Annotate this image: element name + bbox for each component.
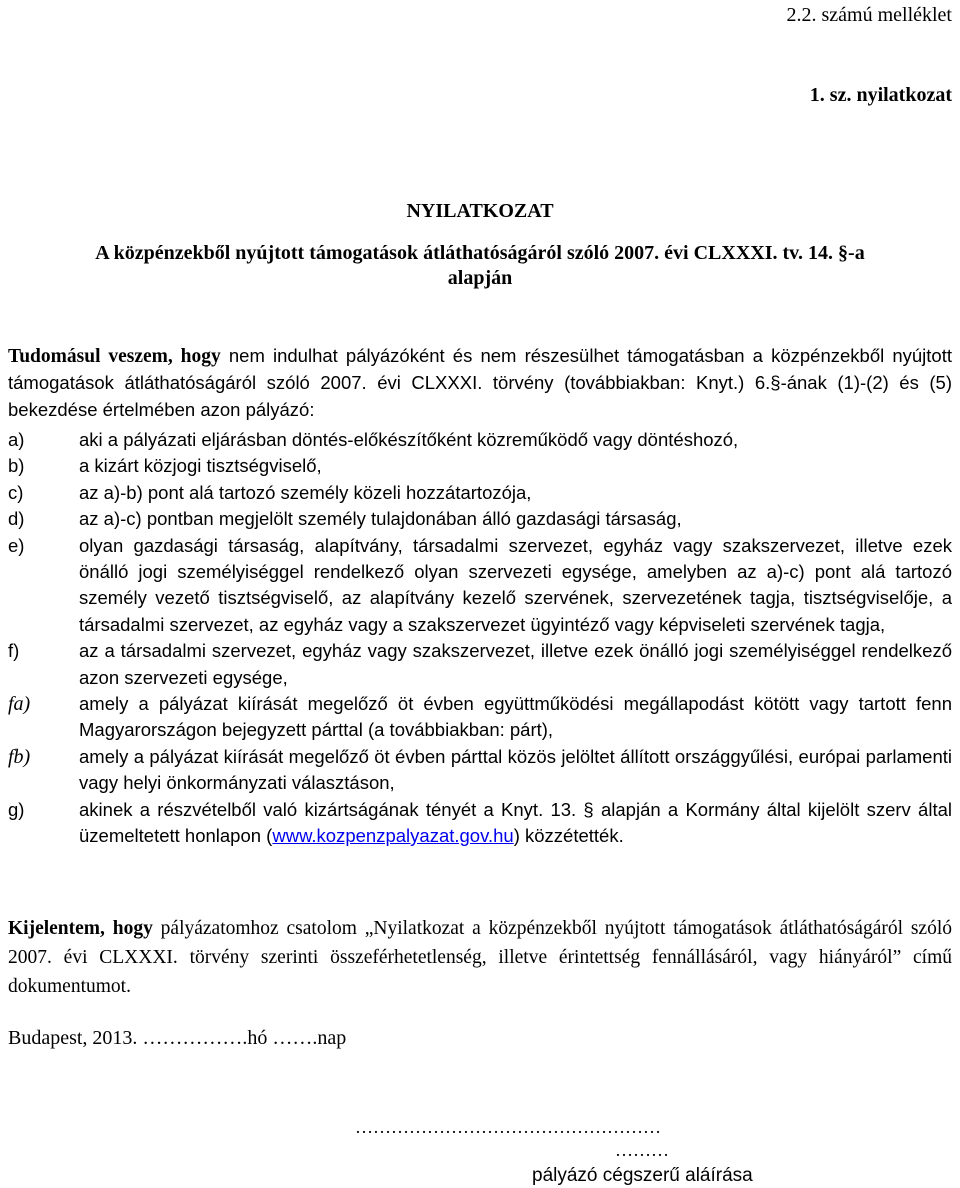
place-date-line: Budapest, 2013. …………….hó …….nap: [8, 1027, 347, 1049]
document-subtitle: A közpénzekből nyújtott támogatások átláthatóságáról szóló 2007. évi CLXXXI. tv. 14. §-a: [95, 242, 865, 264]
list-marker: b): [8, 455, 25, 477]
list-marker: a): [8, 429, 25, 450]
list-item: [8, 533, 952, 639]
list-item-text: az a társadalmi szervezet, egyház vagy szakszervezet, illetve ezek önálló jogi személyiséggel rendelkező azon szervezeti egysége,: [79, 640, 952, 688]
list-item-text-after: ) közzétették.: [513, 825, 624, 847]
list-item: [8, 744, 952, 797]
declaration-number: 1. sz. nyilatkozat: [809, 84, 952, 106]
list-item: [8, 480, 952, 506]
declaration-bold-lead: Kijelentem, hogy: [8, 918, 153, 939]
intro-text: nem indulhat pályázóként és nem részesülhet támogatásban a közpénzekből nyújtott támogatások átláthatóságáról szóló 2007. évi CLXXXI. törvény (továbbiakban: Knyt.) 6.§-ának (1)-(2) és (5) bekezdése értelmében azon pályázó:: [8, 345, 952, 420]
list-item-text: az a)-b) pont alá tartozó személy közeli hozzátartozója,: [79, 481, 532, 503]
list-item-text: amely a pályázat kiírását megelőző öt évben párttal közös jelöltet állított országgyűlési, európai parlamenti vagy helyi önkormányzati választáson,: [79, 745, 952, 794]
list-item: [8, 506, 952, 532]
list-item: [8, 453, 952, 479]
declaration-paragraph: [8, 914, 952, 1001]
intro-bold-lead: Tudomásul veszem, hogy: [8, 346, 221, 367]
list-item-text-before: akinek a részvételből való kizártságának tényét a Knyt. 13. § alapján a Kormány által kijelölt szerv által üzemeltetett honlapon (: [79, 798, 952, 847]
list-marker: e): [8, 534, 25, 556]
list-marker: fb): [8, 745, 31, 768]
exclusion-list: [8, 427, 952, 850]
list-item-text: [79, 799, 952, 846]
list-item-text: amely a pályázat kiírását megelőző öt évben együttműködési megállapodást kötött vagy tartott fenn Magyarországon bejegyzett párttal (a továbbiakban: párt),: [79, 693, 952, 741]
list-marker: g): [8, 798, 25, 820]
list-item: [8, 638, 952, 691]
list-marker: fa): [8, 693, 31, 716]
annex-label: 2.2. számú melléklet: [786, 4, 952, 26]
list-item: [8, 427, 952, 453]
signature-line-continued: ………: [615, 1140, 669, 1160]
list-marker: f): [8, 640, 20, 662]
list-item-text: a kizárt közjogi tisztségviselő,: [79, 455, 322, 477]
document-title: NYILATKOZAT: [406, 200, 554, 222]
declaration-text: pályázatomhoz csatolom „Nyilatkozat a közpénzekből nyújtott támogatások átláthatóságáról szóló 2007. évi CLXXXI. törvény szerinti összeférhetetlenség, illetve érintettség fennállásáról, vagy hiányáról” című dokumentumot.: [8, 918, 953, 997]
list-item-text: az a)-c) pontban megjelölt személy tulajdonában álló gazdasági társaság,: [79, 508, 682, 530]
website-link[interactable]: www.kozpenzpalyazat.gov.hu: [272, 825, 514, 847]
signature-line: ……………………………………………: [355, 1117, 661, 1137]
intro-paragraph: [8, 343, 952, 423]
signature-caption: pályázó cégszerű aláírása: [532, 1165, 753, 1186]
list-item: [8, 691, 952, 744]
list-item-text: aki a pályázati eljárásban döntés-előkészítőként közreműködő vagy döntéshozó,: [79, 429, 739, 450]
list-item-text: olyan gazdasági társaság, alapítvány, társadalmi szervezet, egyház vagy szakszervezet, illetve ezek önálló jogi személyiséggel rendelkező olyan szervezeti egysége, amelyben az a)-c) pont alá tartozó személy vezető tisztségviselő, az alapítvány kezelő szervének, szervezetének tagja, tisztségviselője, a társadalmi szervezet, az egyház vagy a szakszervezet ügyintéző vagy képviseleti szervének tagja,: [79, 534, 952, 635]
list-marker: d): [8, 508, 25, 530]
list-marker: c): [8, 481, 24, 503]
document-subtitle-continued: alapján: [447, 267, 513, 289]
list-item: [8, 797, 952, 850]
